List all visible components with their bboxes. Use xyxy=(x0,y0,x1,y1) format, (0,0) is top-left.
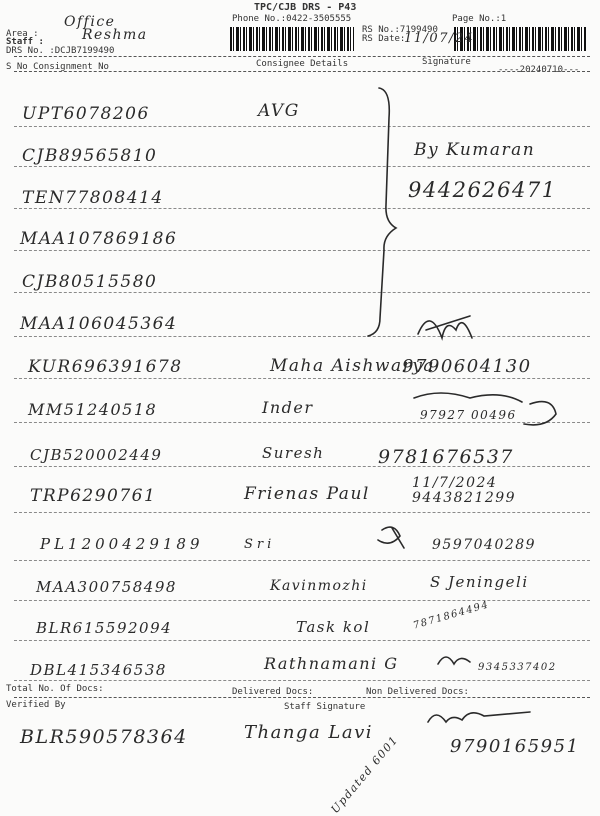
row-5-consignment: CJB80515580 xyxy=(22,272,158,292)
row-11-consignee: Sri xyxy=(244,537,276,552)
signature-scribble-row-6 xyxy=(418,316,472,338)
rs-date-value: 11/07/24 xyxy=(404,31,475,46)
row-3-signature: 9442626471 xyxy=(408,178,557,202)
staff-value: Reshma xyxy=(82,27,148,43)
page-number: Page No.:1 xyxy=(452,14,507,24)
row-13-consignee: Task kol xyxy=(296,618,371,636)
verified-by-label: Verified By xyxy=(6,700,66,710)
row-7-consignment: KUR696391678 xyxy=(28,357,183,377)
row-1-consignee: AVG xyxy=(258,101,300,121)
rs-date-label: RS Date: xyxy=(362,34,406,44)
row-12-consignment: MAA300758498 xyxy=(36,578,177,596)
row-9-signature: 9781676537 xyxy=(378,446,514,468)
column-consignee: Consignee Details xyxy=(256,59,349,69)
drs-title: TPC/CJB DRS - P43 xyxy=(254,2,357,13)
row-7-consignee: Maha Aishwarya xyxy=(270,356,435,376)
row-10-consignee: Frienas Paul xyxy=(244,484,370,504)
row-12-consignee: Kavinmozhi xyxy=(270,578,368,594)
row-14-consignee: Rathnamani G xyxy=(264,654,399,673)
row-8-consignment: MM51240518 xyxy=(28,400,158,419)
area-label: Area : xyxy=(6,29,39,39)
phone-number: Phone No.:0422-3505555 xyxy=(232,14,352,24)
signature-mark-row-14 xyxy=(438,657,470,664)
updated-note: Updated 6001 xyxy=(328,733,401,816)
row-11-signature: 9597040289 xyxy=(432,537,537,553)
staff-name: Thanga Lavi xyxy=(244,722,374,743)
print-stamp: ----20240710--- xyxy=(498,65,580,75)
non-delivered-docs-label: Non Delivered Docs: xyxy=(366,687,469,697)
row-13-signature: 7871864494 xyxy=(412,599,491,632)
column-signature: Signature xyxy=(422,57,471,67)
total-docs-label: Total No. Of Docs: xyxy=(6,684,104,694)
row-14-consignment: DBL415346538 xyxy=(30,661,167,679)
grouping-brace xyxy=(368,88,396,336)
row-10-signature: 11/7/2024 9443821299 xyxy=(412,475,517,506)
row-8-signature: 97927 00496 xyxy=(420,408,517,422)
signature-scribble-row-8 xyxy=(414,393,556,425)
delivered-docs-label: Delivered Docs: xyxy=(232,687,314,697)
drs-number: DRS No. :DCJB7199490 xyxy=(6,46,115,56)
row-2-consignment: CJB89565810 xyxy=(22,146,158,166)
row-3-consignment: TEN77808414 xyxy=(22,188,164,208)
staff-signature-label: Staff Signature xyxy=(284,702,366,712)
row-9-consignment: CJB520002449 xyxy=(30,446,163,464)
row-2-signature: By Kumaran xyxy=(414,140,536,160)
staff-signature-scribble xyxy=(428,712,530,722)
row-10-consignment: TRP6290761 xyxy=(30,486,157,506)
row-7-signature: 9790604130 xyxy=(402,356,532,377)
row-9-consignee: Suresh xyxy=(262,444,325,462)
row-11-consignment: PL1200429189 xyxy=(40,535,204,553)
row-4-consignment: MAA107869186 xyxy=(20,229,178,249)
rs-number: RS No.:7199490 xyxy=(362,25,438,35)
column-sno-consignment: S No Consignment No xyxy=(6,62,109,72)
row-14-signature: 9345337402 xyxy=(478,662,557,673)
row-12-signature: S Jeningeli xyxy=(430,573,529,591)
row-13-consignment: BLR615592094 xyxy=(36,619,173,637)
area-value: Office xyxy=(64,14,116,30)
row-8-consignee: Inder xyxy=(262,398,314,417)
staff-label: Staff : xyxy=(6,37,44,47)
signature-scribble-row-11 xyxy=(378,527,404,548)
verified-consignment: BLR590578364 xyxy=(20,726,188,748)
row-1-consignment: UPT6078206 xyxy=(22,104,150,124)
row-6-consignment: MAA106045364 xyxy=(20,314,178,334)
staff-phone: 9790165951 xyxy=(450,736,580,757)
